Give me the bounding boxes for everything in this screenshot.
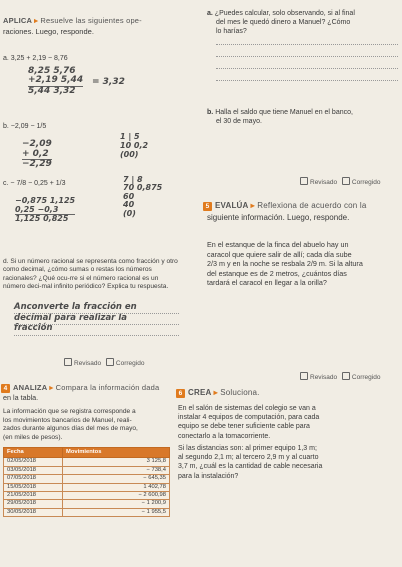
evalua-header: 5 EVALÚA ▸ Reflexiona de acuerdo con la <box>203 201 367 211</box>
analiza-label: ANALIZA <box>13 383 48 392</box>
crea-label: CREA <box>188 388 212 397</box>
left-review-checkboxes: Revisado Corregido <box>64 358 144 368</box>
exercise-b-division: 1 | 5 10 0,2 (00) <box>120 132 149 159</box>
table-row: 03/05/2018 − 738,4 <box>4 466 170 474</box>
exercise-b-expression: −2,09 − 1/5 <box>10 123 47 130</box>
table-header-movimientos: Movimientos <box>63 448 170 458</box>
exercise-b-handwriting: −2,09 + 0,2 −2,29 <box>22 139 52 170</box>
revisado-checkbox[interactable] <box>64 358 72 366</box>
table-row: 30/05/2018 − 1 955,5 <box>4 508 170 516</box>
exercise-d: d. Si un número racional se representa como fracción y otro como decimal, ¿cómo sumas o restas los números racionales? ¿Qué ocu-rre si el número racional es un número deci-mal infinito periódico? Explica tu respuesta. <box>3 258 178 291</box>
exercise-c-handwriting: −0,875 1,125 0,25 −0,3 1,125 0,825 <box>15 196 76 224</box>
exercise-b: b. −2,09 − 1/5 <box>3 123 47 130</box>
movements-table <box>3 447 170 517</box>
corregido-checkbox[interactable] <box>342 177 350 185</box>
aplica-header: APLICA ▸ Resuelve las siguientes ope- <box>3 16 142 25</box>
exercise-a-handwriting: 8,25 5,76 +2,19 5,44 5,44 3,32 <box>28 66 84 96</box>
table-row: 15/05/2018 1 402,78 <box>4 483 170 491</box>
crea-body: En el salón de sistemas del colegio se van a instalar 4 equipos de computación, para cada equipo se debe tener suficiente cable para conectarlo a la tomacorriente. <box>178 405 320 440</box>
right-review-checkboxes-1: Revisado Corregido <box>300 177 380 187</box>
exercise-d-question: Si un número racional se representa como fracción y otro como decimal, ¿cómo sumas o restas los números racionales? ¿Qué ocu-rre si el número racional es un número deci-mal infinito periódico? Explica tu respuesta. <box>3 258 178 291</box>
exercise-d-handwriting: Anconverte la fracción en decimal para realizar la fracción <box>14 302 137 334</box>
table-row: 02/05/2018 3 125,8 <box>4 458 170 466</box>
table-row: 21/05/2018 − 2 600,98 <box>4 492 170 500</box>
exercise-c-expression: − 7/8 − 0,25 + 1/3 <box>10 180 66 187</box>
table-row: 29/05/2018 − 1 200,9 <box>4 500 170 508</box>
revisado-checkbox[interactable] <box>300 372 308 380</box>
analiza-header: 4 ANALIZA ▸ Compara la información dada <box>1 383 159 393</box>
question-b-right: b. Halla el saldo que tiene Manuel en el banco, el 30 de mayo. <box>207 109 353 126</box>
question-a-right: a. ¿Puedes calcular, solo observando, si al final del mes le quedó dinero a Manuel? ¿Cómo lo harías? <box>207 10 355 36</box>
analiza-title-line2: en la tabla. <box>3 393 39 402</box>
table-row: 07/05/2018 − 645,35 <box>4 475 170 483</box>
exercise-a-expression: 3,25 + 2,19 − 8,76 <box>10 55 68 62</box>
exercise-a-result: = 3,32 <box>92 77 125 87</box>
crea-body-2: Si las distancias son: al primer equipo 1,3 m; al segundo 2,1 m; al tercero 2,9 m y al cuarto 3,7 m, ¿cuál es la cantidad de cable necesaria para la instalación? <box>178 445 323 480</box>
evalua-title-line2: siguiente información. Luego, responde. <box>207 213 350 222</box>
revisado-checkbox[interactable] <box>300 177 308 185</box>
aplica-instruction-line2: raciones. Luego, responde. <box>3 27 94 36</box>
exercise-c-division: 7 | 8 70 0,875 60 40 (0) <box>123 175 163 218</box>
corregido-checkbox[interactable] <box>106 358 114 366</box>
corregido-checkbox[interactable] <box>342 372 350 380</box>
evalua-body: En el estanque de la finca del abuelo hay un caracol que quiere salir de allí; cada día sube 2/3 m y en la noche se resbala 2/9 m. Si la altura del estanque es de 2 metros, ¿cuántos días tardará el caracol en llegar a la orilla? <box>207 240 363 287</box>
table-header-fecha: Fecha <box>4 448 63 458</box>
aplica-label: APLICA <box>3 16 32 25</box>
exercise-a: a. 3,25 + 2,19 − 8,76 <box>3 55 68 62</box>
analiza-body: La información que se registra corresponde a los movimientos bancarios de Manuel, reali- zados durante algunos días del mes de mayo, (en miles de pesos). <box>3 408 138 441</box>
right-review-checkboxes-2: Revisado Corregido <box>300 372 380 382</box>
aplica-instruction: Resuelve las siguientes ope- <box>40 16 142 25</box>
crea-header: 6 CREA ▸ Soluciona. <box>176 388 260 398</box>
evalua-label: EVALÚA <box>215 201 249 210</box>
exercise-c: c. − 7/8 − 0,25 + 1/3 <box>3 180 66 187</box>
